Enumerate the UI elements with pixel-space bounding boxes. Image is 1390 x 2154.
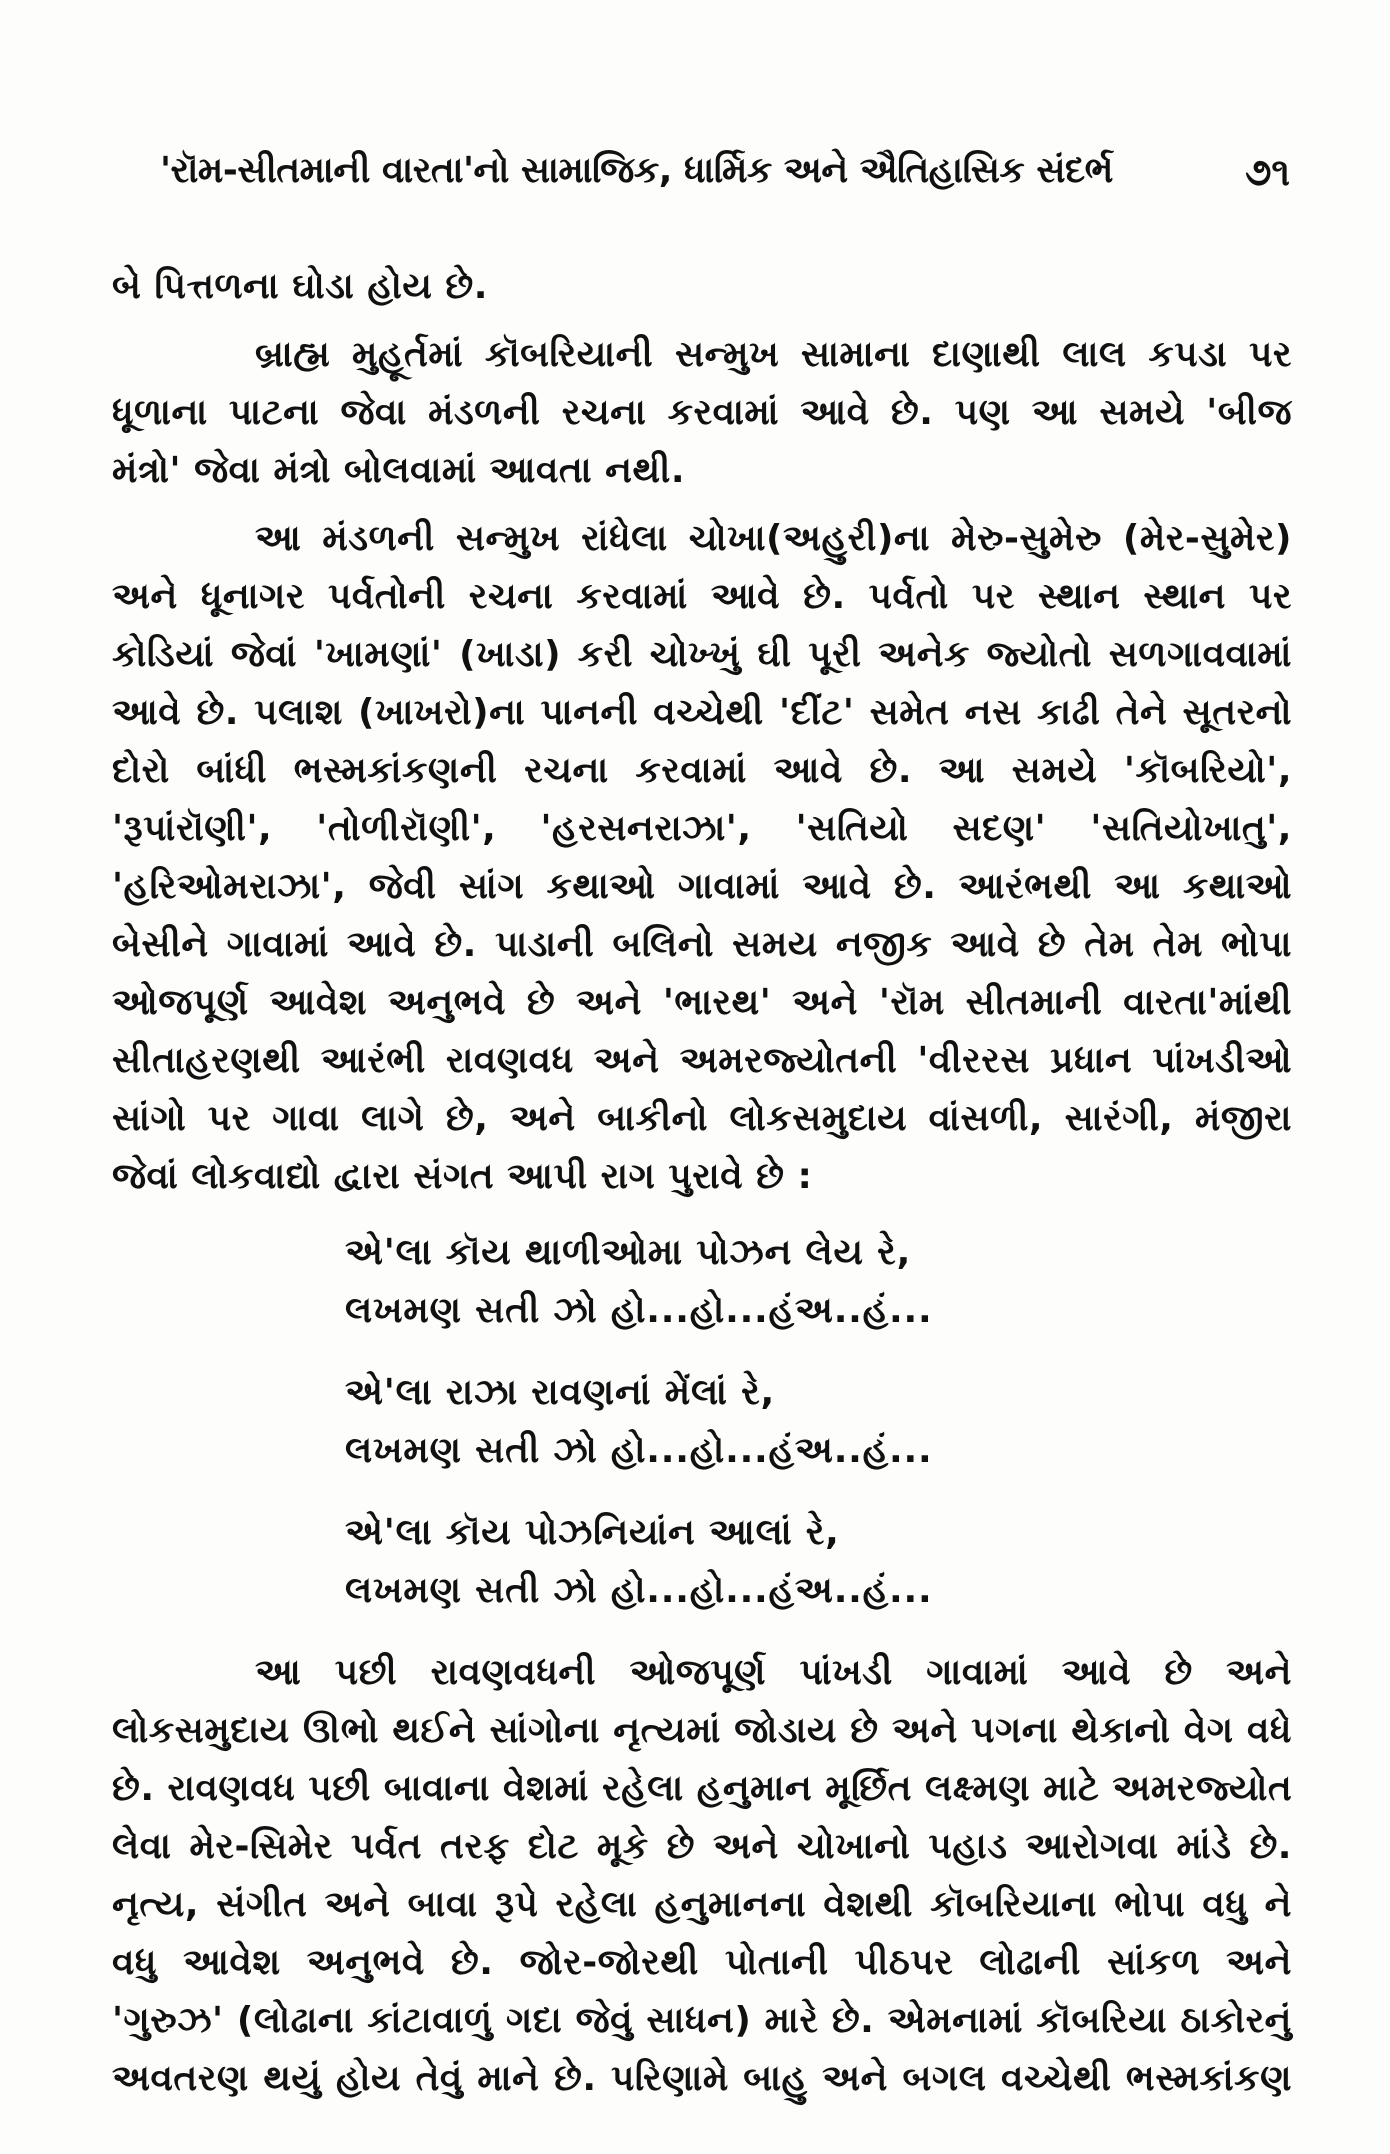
paragraph-3 [112,1644,1292,2108]
verse-line: એ'લા કૉય થાળીઓમા પોઝન લેય રે, [345,1232,912,1273]
opening-line: બે પિત્તળના ઘોડા હોય છે. [112,266,488,307]
verse-block [112,1224,1292,1620]
paragraph-line: લેવા મેર-સિમેર પર્વત તરફ દોટ મૂકે છે અને ચોખાનો પહાડ આરોગવા માંડે છે. [112,1826,1292,1867]
body-text [112,258,1292,2108]
verse-line: એ'લા કૉય પોઝનિયાંન આલાં રે, [345,1512,840,1553]
paragraph-2 [112,510,1292,1206]
paragraph-line: જેવાં લોકવાદ્યો દ્વારા સંગત આપી રાગ પુરાવે છે : [112,1156,813,1197]
paragraph-line: બ્રાહ્મ મુહૂર્તમાં કૉબરિયાની સન્મુખ સામાના દાણાથી લાલ કપડા પર [255,334,1292,375]
paragraph-line: નૃત્ય, સંગીત અને બાવા રૂપે રહેલા હનુમાનના વેશથી કૉબરિયાના ભોપા વધુ ને [112,1884,1292,1925]
paragraph-line: સીતાહરણથી આરંભી રાવણવધ અને અમરજ્યોતની 'વીરરસ પ્રધાન પાંખડીઓ [112,1040,1292,1081]
page-number: ૭૧ [1244,150,1290,194]
paragraph-line: છે. રાવણવધ પછી બાવાના વેશમાં રહેલા હનુમાન મૂર્છિત લક્ષ્મણ માટે અમરજ્યોત [112,1768,1293,1809]
verse-stanza [345,1224,1292,1340]
verse-stanza [345,1504,1292,1620]
paragraph-line: સાંગો પર ગાવા લાગે છે, અને બાકીનો લોકસમુદાય વાંસળી, સારંગી, મંજીરા [112,1098,1292,1139]
paragraph-line: ધૂળાના પાટના જેવા મંડળની રચના કરવામાં આવે છે. પણ આ સમયે 'બીજ [112,392,1292,433]
paragraph-line: દોરો બાંધી ભસ્મકાંકણની રચના કરવામાં આવે છે. આ સમયે 'કૉબરિયો', [112,750,1292,791]
verse-line: લખમણ સતી ઝો હો...હો...હંઅ..હં... [345,1290,933,1331]
verse-line: લખમણ સતી ઝો હો...હો...હંઅ..હં... [345,1430,933,1471]
verse-line: એ'લા રાઝા રાવણનાં મેંલાં રે, [345,1372,775,1413]
paragraph-line: વધુ આવેશ અનુભવે છે. જોર-જોરથી પોતાની પીઠપર લોઢાની સાંકળ અને [112,1942,1292,1983]
paragraph-line: આવે છે. પલાશ (ખાખરો)ના પાનની વચ્ચેથી 'દીંટ' સમેત નસ કાઢી તેને સૂતરનો [112,692,1292,733]
paragraph-line: 'રૂપાંરૉણી', 'તોળીરૉણી', 'હરસનરાઝા', 'સતિયો સદણ' 'સતિયોખાતુ', [112,808,1292,849]
paragraph-line: આ પછી રાવણવધની ઓજપૂર્ણ પાંખડી ગાવામાં આવે છે અને [255,1652,1292,1693]
paragraph-line: 'હરિઓમરાઝા', જેવી સાંગ કથાઓ ગાવામાં આવે છે. આરંભથી આ કથાઓ [112,866,1292,907]
paragraph-1 [112,326,1292,500]
paragraph-line: કોડિયાં જેવાં 'ખામણાં' (ખાડા) કરી ચોખ્ખું ઘી પૂરી અનેક જ્યોતો સળગાવવામાં [112,634,1292,675]
paragraph-line: મંત્રો' જેવા મંત્રો બોલવામાં આવતા નથી. [112,450,686,491]
paragraph-line: આ મંડળની સન્મુખ રાંધેલા ચોખા(અહુરી)ના મેરુ-સુમેરુ (મેર-સુમેર) [255,518,1292,559]
verse-line: લખમણ સતી ઝો હો...હો...હંઅ..હં... [345,1570,933,1611]
running-title: 'રૉમ-સીતમાની વારતા'નો સામાજિક, ધાર્મિક અને ઐતિહાસિક સંદર્ભ [160,150,1113,191]
paragraph-line: અને ધૂનાગર પર્વતોની રચના કરવામાં આવે છે. પર્વતો પર સ્થાન સ્થાન પર [112,576,1292,617]
paragraph-line: બેસીને ગાવામાં આવે છે. પાડાની બલિનો સમય નજીક આવે છે તેમ તેમ ભોપા [112,924,1292,965]
paragraph-line: ઓજપૂર્ણ આવેશ અનુભવે છે અને 'ભારથ' અને 'રૉમ સીતમાની વારતા'માંથી [112,982,1292,1023]
paragraph-line: અવતરણ થયું હોય તેવું માને છે. પરિણામે બાહુ અને બગલ વચ્ચેથી ભસ્મકાંકણ [112,2058,1292,2099]
paragraph-line: 'ગુરુઝ' (લોઢાના કાંટાવાળું ગદા જેવું સાધન) મારે છે. એમનામાં કૉબરિયા ઠાકોરનું [112,2000,1292,2041]
running-header [160,150,1290,210]
paragraph-line: લોકસમુદાય ઊભો થઈને સાંગોના નૃત્યમાં જોડાય છે અને પગના થેકાનો વેગ વધે [112,1710,1292,1751]
verse-stanza [345,1364,1292,1480]
